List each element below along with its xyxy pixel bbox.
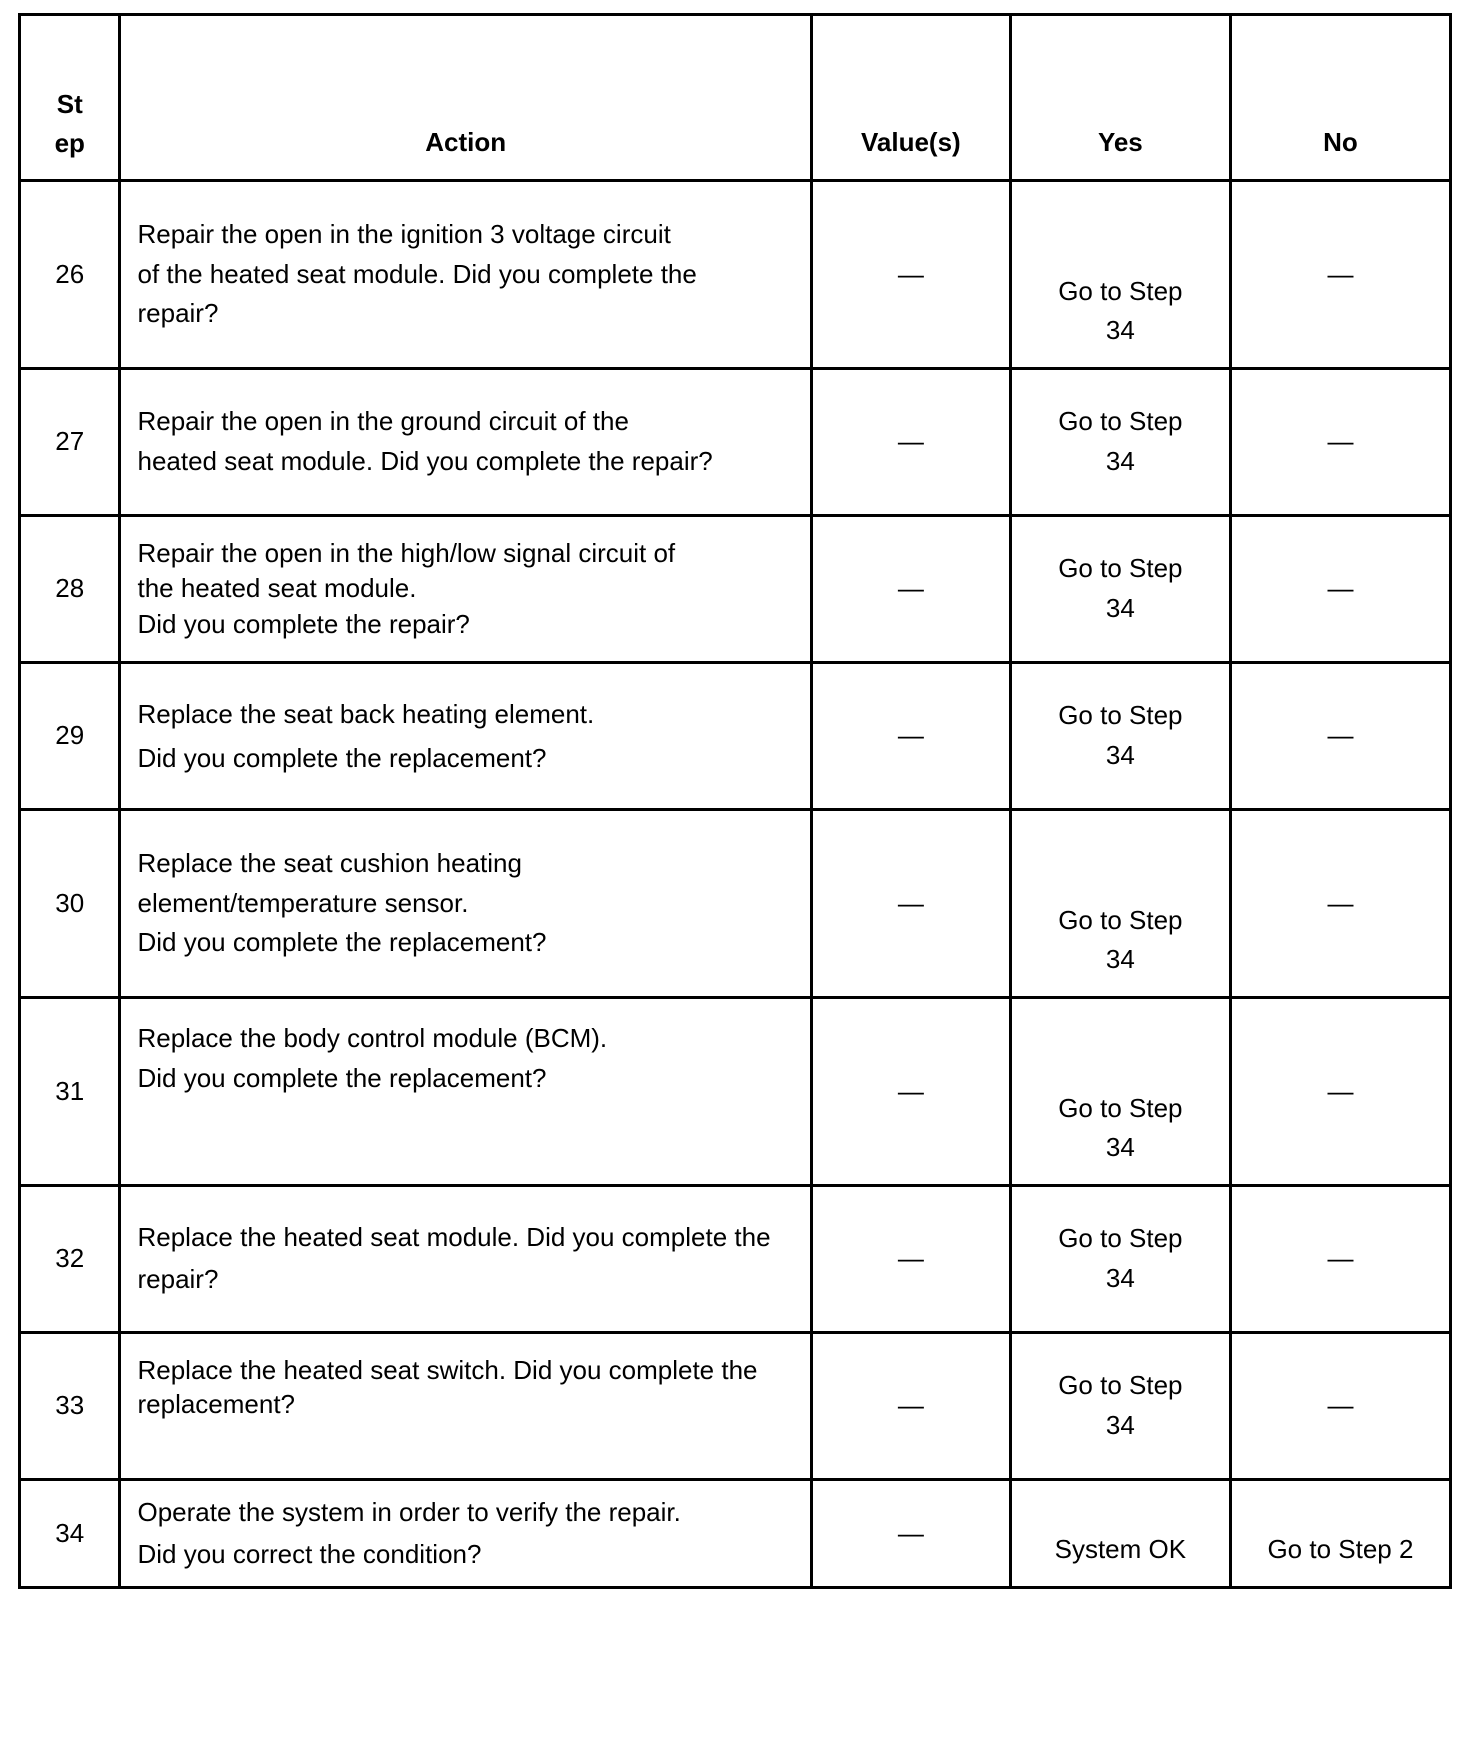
yes-cell [1010,663,1230,810]
action-line: Did you complete the replacement? [137,927,547,958]
step-number: 33 [20,1333,120,1480]
no-cell: — [1230,181,1450,369]
action-text [120,181,811,369]
yes-line: Go to Step [1058,553,1183,584]
value-cell: — [811,663,1010,810]
action-line: Replace the seat cushion heating [137,848,522,879]
value-cell: — [811,516,1010,663]
value-cell: — [811,1480,1010,1588]
header-row [20,15,1451,181]
header-action: Action [120,15,811,181]
table-row [20,663,1451,810]
action-line: Repair the open in the ignition 3 voltage circuit [137,219,671,250]
action-line: Did you complete the replacement? [137,1062,547,1093]
action-line: heated seat module. Did you complete the repair? [137,446,713,476]
action-line: Operate the system in order to verify the repair. [137,1496,681,1527]
yes-cell [1010,998,1230,1186]
header-yes: Yes [1010,15,1230,181]
yes-cell [1010,516,1230,663]
step-number: 29 [20,663,120,810]
step-number: 28 [20,516,120,663]
action-line: element/temperature sensor. [137,887,469,918]
value-cell: — [811,181,1010,369]
value-cell: — [811,369,1010,516]
action-line: replacement? [137,1388,296,1419]
table-row [20,181,1451,369]
yes-cell [1010,1333,1230,1480]
step-number: 30 [20,810,120,998]
action-line: Replace the seat back heating element. [137,698,595,729]
table-row [20,810,1451,998]
yes-line: 34 [1105,1263,1135,1293]
action-text [120,810,811,998]
yes-line: 34 [1105,944,1135,975]
no-cell: — [1230,1186,1450,1333]
header-values: Value(s) [811,15,1010,181]
yes-line: 34 [1105,446,1135,476]
value-cell: — [811,998,1010,1186]
header-step-line2: ep [54,128,85,158]
diagnostic-table [18,13,1452,1589]
yes-line: System OK [1054,1534,1187,1565]
action-text [120,369,811,516]
action-text [120,998,811,1186]
step-number: 34 [20,1480,120,1588]
table-row [20,1480,1451,1588]
action-line: the heated seat module. [137,573,417,604]
action-text [120,516,811,663]
no-cell: — [1230,663,1450,810]
yes-line: Go to Step [1058,904,1183,935]
table-row [20,516,1451,663]
yes-cell [1010,369,1230,516]
yes-line: Go to Step [1058,406,1183,437]
yes-cell [1010,1480,1230,1588]
yes-line: 34 [1105,740,1135,770]
header-step-line1: St [56,89,83,119]
yes-line: 34 [1105,1410,1135,1440]
yes-cell [1010,810,1230,998]
action-line: Repair the open in the ground circuit of the [137,406,629,437]
action-line: Replace the body control module (BCM). [137,1023,608,1053]
no-cell: — [1230,1333,1450,1480]
no-cell: Go to Step 2 [1230,1480,1450,1588]
yes-line: 34 [1105,593,1135,623]
no-cell: — [1230,998,1450,1186]
yes-cell [1010,181,1230,369]
yes-line: Go to Step [1058,1092,1183,1123]
yes-line: Go to Step [1058,1370,1183,1401]
action-line: of the heated seat module. Did you complete the [137,258,697,289]
action-line: Replace the heated seat module. Did you complete the [137,1222,771,1253]
yes-cell [1010,1186,1230,1333]
table-row [20,1333,1451,1480]
step-number: 32 [20,1186,120,1333]
action-line: Did you complete the repair? [137,608,470,639]
action-line: Did you complete the replacement? [137,743,547,773]
no-cell: — [1230,369,1450,516]
action-text [120,1186,811,1333]
action-text [120,1333,811,1480]
header-step [20,15,120,181]
no-cell: — [1230,810,1450,998]
no-cell: — [1230,516,1450,663]
yes-line: 34 [1105,1132,1135,1163]
header-no: No [1230,15,1450,181]
value-cell: — [811,1186,1010,1333]
action-line: Replace the heated seat switch. Did you complete the [137,1355,758,1385]
table-row [20,369,1451,516]
step-number: 26 [20,181,120,369]
action-text [120,663,811,810]
action-line: Repair the open in the high/low signal circuit of [137,538,676,569]
value-cell: — [811,810,1010,998]
yes-line: Go to Step [1058,1223,1183,1254]
action-line: Did you correct the condition? [137,1538,482,1569]
step-number: 27 [20,369,120,516]
action-text [120,1480,811,1588]
yes-line: Go to Step [1058,275,1183,306]
action-line: repair? [137,1264,219,1294]
step-number: 31 [20,998,120,1186]
value-cell: — [811,1333,1010,1480]
table-row [20,998,1451,1186]
yes-line: Go to Step [1058,700,1183,731]
table-row [20,1186,1451,1333]
action-line: repair? [137,298,219,329]
yes-line: 34 [1105,315,1135,346]
